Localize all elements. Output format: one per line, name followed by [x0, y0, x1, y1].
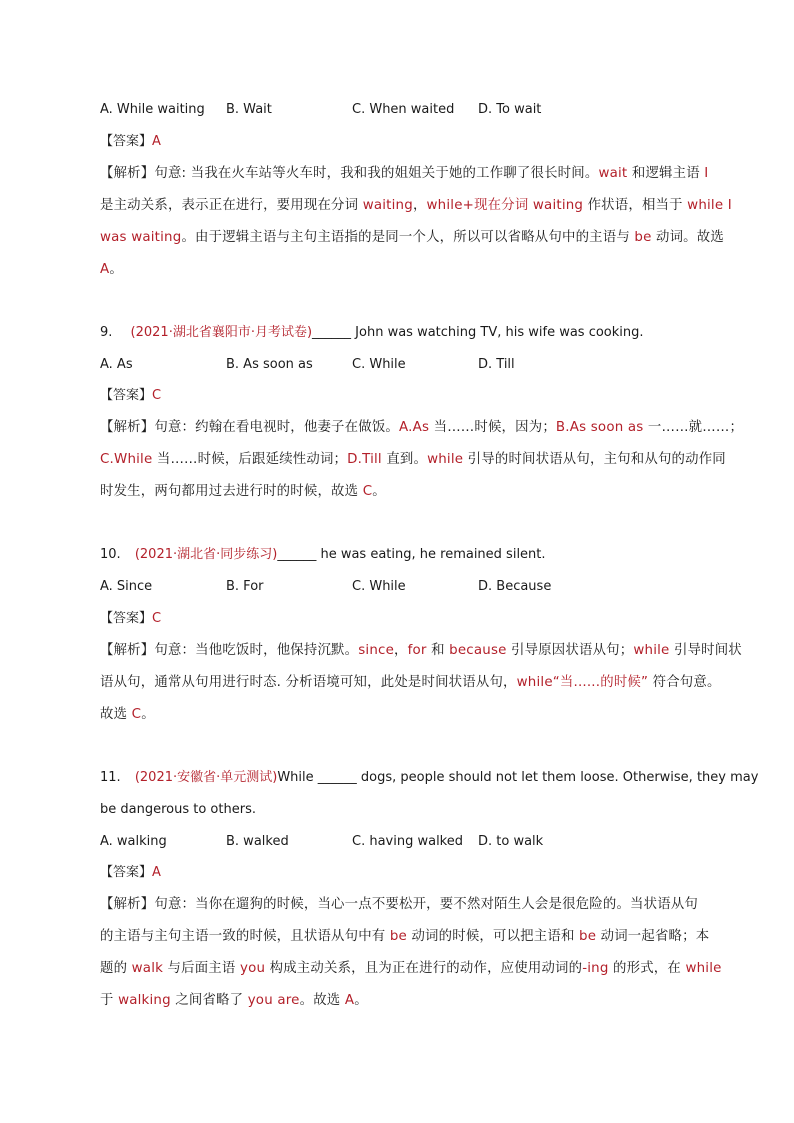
question-text: While ______ dogs, people should not let them loose. Otherwise, they may: [277, 770, 759, 785]
q9-option-b: B. As soon as: [226, 357, 313, 372]
text: 句意：约翰在看电视时，他妻子在做饭。: [154, 420, 400, 435]
text: 。由于逻辑主语与主句主语指的是同一个人，所以可以省略从句中的主语与: [181, 230, 635, 245]
keyword: walk: [131, 961, 164, 976]
text: 动词的时候，可以把主语和: [407, 929, 579, 944]
text: 直到。: [381, 452, 428, 467]
text: 的主语与主句主语一致的时候，且状语从句中有: [100, 929, 390, 944]
keyword: while“当......的时候”: [516, 675, 649, 690]
q11-explanation-line-1: [100, 895, 720, 915]
text: 。: [354, 993, 368, 1008]
text: 题的: [100, 961, 132, 976]
q11-explanation-line-2: [100, 927, 720, 947]
explanation-tag: 【解析】: [100, 897, 155, 912]
q10-option-c: C. While: [352, 579, 406, 594]
keyword: A.As: [399, 420, 430, 435]
explanation-tag: 【解析】: [100, 420, 155, 435]
text: ，: [412, 198, 427, 213]
answer-value: C: [152, 611, 162, 626]
keyword: while: [685, 961, 722, 976]
q10-explanation-line-2: [100, 673, 720, 693]
keyword: be: [579, 929, 597, 944]
text: 。: [141, 707, 155, 722]
q10-stem: [100, 545, 720, 565]
q8-option-b: B. Wait: [226, 102, 272, 117]
text: 和: [426, 643, 450, 658]
keyword: since: [358, 643, 395, 658]
text: 作状语，相当于: [583, 198, 688, 213]
text: 的形式，在: [608, 961, 686, 976]
text: 引导的时间状语从句，主句和从句的动作同: [463, 452, 726, 467]
q8-explanation-line-1: [100, 164, 720, 184]
keyword: D.Till: [347, 452, 382, 467]
keyword: wait: [598, 166, 628, 181]
q8-explanation-line-3: [100, 228, 724, 248]
keyword: you: [239, 961, 266, 976]
q8-explanation-line-2: [100, 196, 732, 216]
explanation-tag: 【解析】: [100, 643, 155, 658]
q10-option-d: D. Because: [478, 579, 552, 594]
text: 一……就……；: [643, 420, 744, 435]
q8-option-c: C. When waited: [352, 102, 455, 117]
text: 符合句意。: [648, 675, 721, 690]
q11-option-c: C. having walked: [352, 834, 464, 849]
q9-explanation-line-1: [100, 418, 744, 438]
text: 句意：当他吃饭时，他保持沉默。: [154, 643, 359, 658]
q10-explanation-line-1: [100, 641, 742, 661]
text: 和逻辑主语: [627, 166, 705, 181]
keyword: for: [407, 643, 427, 658]
text: 故选: [100, 707, 132, 722]
question-source: (2021·安徽省·单元测试): [134, 770, 278, 785]
text: 句意: 当我在火车站等火车时，我和我的姐姐关于她的工作聊了很长时间。: [154, 166, 599, 181]
q9-stem: [100, 323, 720, 343]
text: 是主动关系，表示正在进行，要用现在分词: [100, 198, 363, 213]
answer-tag: 【答案】: [100, 611, 153, 626]
text: 引导时间状: [669, 643, 742, 658]
q8-answer: [100, 132, 720, 152]
q11-stem-line-1: [100, 768, 759, 788]
question-text: ______ John was watching TV, his wife was cooking.: [312, 325, 644, 340]
q9-option-c: C. While: [352, 357, 406, 372]
answer-tag: 【答案】: [100, 865, 153, 880]
text: 语从句，通常从句用进行时态. 分析语境可知，此处是时间状语从句，: [100, 675, 517, 690]
question-number: 10.: [100, 547, 121, 562]
question-text: ______ he was eating, he remained silent.: [277, 547, 546, 562]
keyword: while+现在分词 waiting: [426, 198, 584, 213]
keyword: because: [449, 643, 507, 658]
q9-explanation-line-2: [100, 450, 726, 470]
answer-value: A: [152, 134, 161, 149]
keyword: A: [344, 993, 355, 1008]
text: 构成主动关系，且为正在进行的动作，应使用动词的: [265, 961, 583, 976]
explanation-tag: 【解析】: [100, 166, 155, 181]
question-number: 9.: [100, 325, 113, 340]
q10-explanation-line-3: [100, 705, 720, 725]
text: 动词。故选: [651, 230, 724, 245]
q9-option-d: D. Till: [478, 357, 515, 372]
q9-explanation-line-3: [100, 482, 720, 502]
keyword: B.As soon as: [555, 420, 644, 435]
question-text: be dangerous to others.: [100, 802, 256, 817]
answer-tag: 【答案】: [100, 388, 153, 403]
keyword: while: [427, 452, 464, 467]
q11-answer: [100, 863, 720, 883]
text: ，: [394, 643, 408, 658]
keyword: A: [100, 262, 110, 277]
keyword: I: [704, 166, 709, 181]
text: 。故选: [299, 993, 345, 1008]
answer-value: C: [152, 388, 162, 403]
keyword: walking: [118, 993, 171, 1008]
text: 动词一起省略；本: [596, 929, 710, 944]
q8-option-a: A. While waiting: [100, 102, 205, 117]
text: 。: [372, 484, 386, 499]
q9-option-a: A. As: [100, 357, 133, 372]
q11-explanation-line-4: [100, 991, 720, 1011]
text: 当……时候，因为；: [429, 420, 556, 435]
q11-stem-line-2: [100, 800, 720, 820]
q10-option-b: B. For: [226, 579, 264, 594]
q9-answer: [100, 386, 720, 406]
keyword: waiting: [362, 198, 413, 213]
text: 之间省略了: [170, 993, 248, 1008]
keyword: C: [362, 484, 373, 499]
keyword: while I: [687, 198, 732, 213]
q11-explanation-line-3: [100, 959, 720, 979]
keyword: -ing: [582, 961, 609, 976]
keyword: while: [633, 643, 670, 658]
text: 时发生，两句都用过去进行时的时候，故选: [100, 484, 363, 499]
q10-answer: [100, 609, 720, 629]
q8-option-d: D. To wait: [478, 102, 542, 117]
text: 句意：当你在遛狗的时候，当心一点不要松开，要不然对陌生人会是很危险的。当状语从句: [154, 897, 698, 912]
q8-explanation-line-4: [100, 260, 720, 280]
text: 引导原因状语从句；: [506, 643, 634, 658]
question-source: (2021·湖北省·同步练习): [134, 547, 278, 562]
text: 当……时候，后跟延续性动词；: [152, 452, 348, 467]
keyword: you are: [247, 993, 300, 1008]
keyword: be: [389, 929, 407, 944]
keyword: C.While: [100, 452, 153, 467]
keyword: be: [634, 230, 652, 245]
keyword: C: [131, 707, 142, 722]
q10-option-a: A. Since: [100, 579, 153, 594]
question-source: (2021·湖北省襄阳市·月考试卷): [130, 325, 313, 340]
q11-option-d: D. to walk: [478, 834, 544, 849]
text: 。: [109, 262, 123, 277]
text: 于: [100, 993, 119, 1008]
q11-option-a: A. walking: [100, 834, 167, 849]
q11-option-b: B. walked: [226, 834, 289, 849]
answer-tag: 【答案】: [100, 134, 153, 149]
question-number: 11.: [100, 770, 121, 785]
keyword: was waiting: [100, 230, 182, 245]
answer-value: A: [152, 865, 161, 880]
text: 与后面主语: [163, 961, 240, 976]
